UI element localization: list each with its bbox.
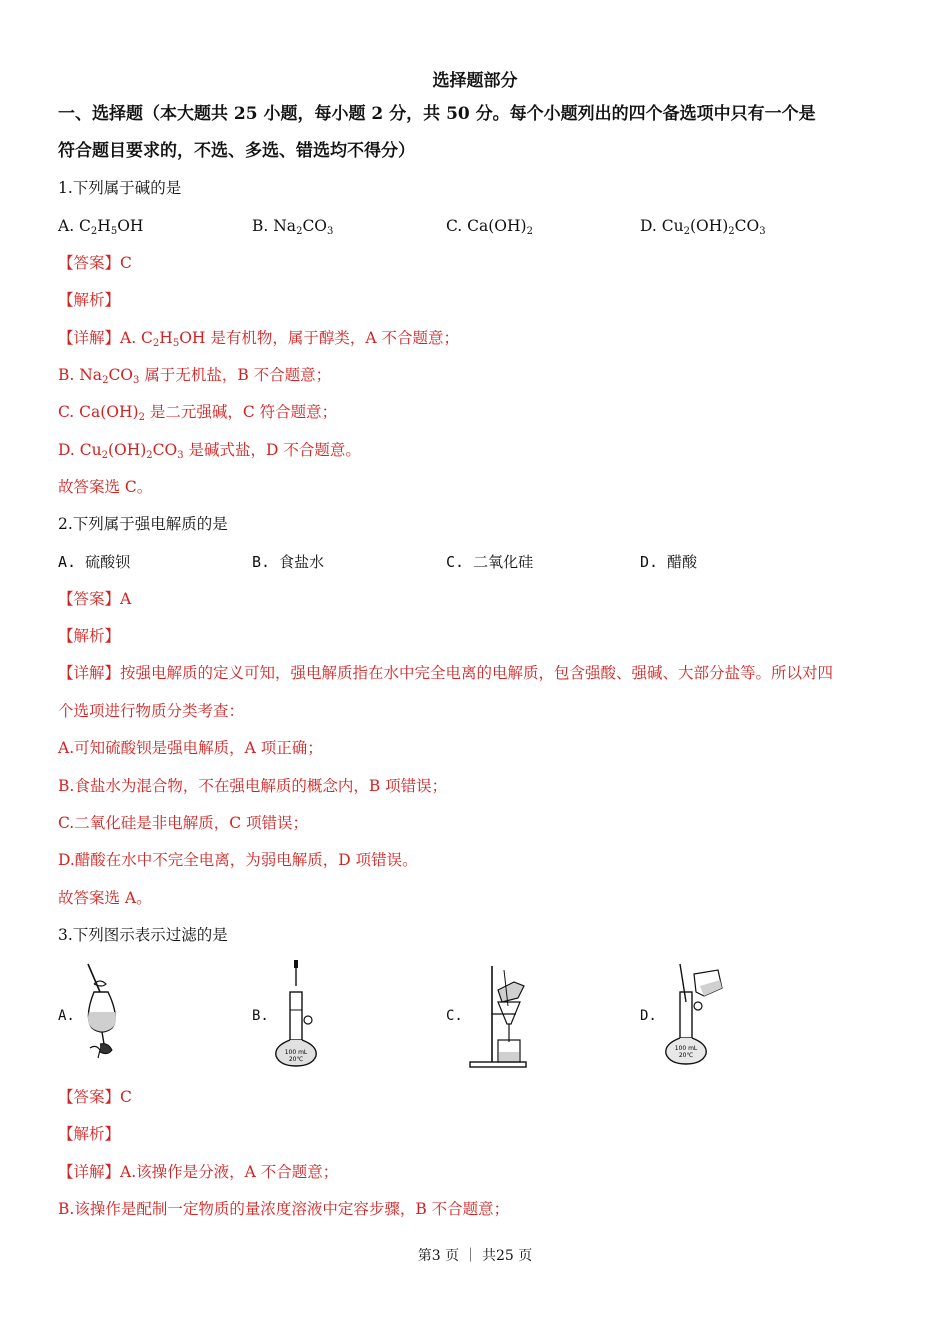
- q2-option-d: D. 醋酸: [640, 553, 698, 571]
- q3-answer: 【答案】C: [58, 1088, 132, 1106]
- q3-label-b: B.: [252, 1008, 269, 1024]
- section-title: 选择题部分: [432, 71, 518, 91]
- flask-b-temperature: 20℃: [288, 1056, 304, 1063]
- q2-detail-6: D.醋酸在水中不完全电离，为弱电解质，D 项错误。: [58, 851, 418, 869]
- q1-detail-3: C. $Ca(OH)_2$ 是二元强碱，C 符合题意；: [58, 403, 338, 423]
- q3-label-d: D.: [640, 1008, 657, 1024]
- q2-detail-1: 【详解】按强电解质的定义可知，强电解质指在水中完全电离的电解质，包含强酸、强碱、大部分盐等。所以对四: [58, 664, 834, 682]
- q2-detail-3: A.可知硫酸钡是强电解质，A 项正确；: [58, 739, 323, 757]
- page-footer: 第3 页 ｜ 共25 页: [417, 1248, 533, 1264]
- q2-detail-2: 个选项进行物质分类考查：: [58, 702, 245, 720]
- flask-d-temperature: 20℃: [678, 1052, 694, 1059]
- q1-analysis-label: 【解析】: [58, 291, 121, 309]
- q2-analysis-label: 【解析】: [58, 627, 121, 645]
- q2-option-b: B. 食盐水: [252, 553, 325, 571]
- q2-option-c: C. 二氧化硅: [446, 553, 534, 571]
- q2-conclusion: 故答案选 A。: [58, 889, 152, 907]
- figure-b-volumetric-flask: [270, 958, 320, 1068]
- q1-option-c: C. $Ca(OH)_2$: [446, 217, 533, 237]
- q2-detail-5: C.二氧化硅是非电解质，C 项错误；: [58, 814, 309, 832]
- figure-c-filtration: [468, 962, 530, 1070]
- q1-option-a: A. $C_2H_5OH$: [58, 217, 144, 237]
- q2-answer: 【答案】A: [58, 590, 132, 608]
- q3-analysis-label: 【解析】: [58, 1125, 121, 1143]
- q3-detail-2: B.该操作是配制一定物质的量浓度溶液中定容步骤，B 不合题意；: [58, 1200, 510, 1218]
- figure-d-transfer-to-flask: [660, 962, 726, 1068]
- q1-stem: 1.下列属于碱的是: [58, 179, 182, 197]
- flask-d-volume: 100 mL: [674, 1045, 698, 1052]
- q1-conclusion: 故答案选 C。: [58, 478, 153, 496]
- q1-detail-4: D. $Cu_2(OH)_2CO_3$ 是碱式盐，D 不合题意。: [58, 441, 361, 461]
- q1-answer: 【答案】C: [58, 254, 132, 272]
- q2-stem: 2.下列属于强电解质的是: [58, 515, 228, 533]
- section-heading-line-2: 符合题目要求的，不选、多选、错选均不得分）: [58, 141, 415, 161]
- q3-label-a: A.: [58, 1008, 75, 1024]
- q2-option-a: A. 硫酸钡: [58, 553, 131, 571]
- flask-b-volume: 100 mL: [284, 1049, 308, 1056]
- q3-label-c: C.: [446, 1008, 463, 1024]
- q1-detail-2: B. $Na_2CO_3$ 属于无机盐，B 不合题意；: [58, 366, 332, 386]
- section-heading-line-1: 一、选择题（本大题共 25 小题，每小题 2 分，共 50 分。每个小题列出的四个备选项中只有一个是: [58, 104, 816, 124]
- q1-option-b: B. $Na_2CO_3$: [252, 217, 334, 237]
- q1-detail-1: 【详解】A. $C_2H_5OH$ 是有机物，属于醇类，A 不合题意；: [58, 329, 459, 349]
- q2-detail-4: B.食盐水为混合物，不在强电解质的概念内，B 项错误；: [58, 777, 448, 795]
- q1-option-d: D. $Cu_2(OH)_2CO_3$: [640, 217, 766, 237]
- figure-a-separatory-funnel: [80, 962, 130, 1064]
- q3-stem: 3.下列图示表示过滤的是: [58, 926, 228, 944]
- q3-detail-1: 【详解】A.该操作是分液，A 不合题意；: [58, 1163, 339, 1181]
